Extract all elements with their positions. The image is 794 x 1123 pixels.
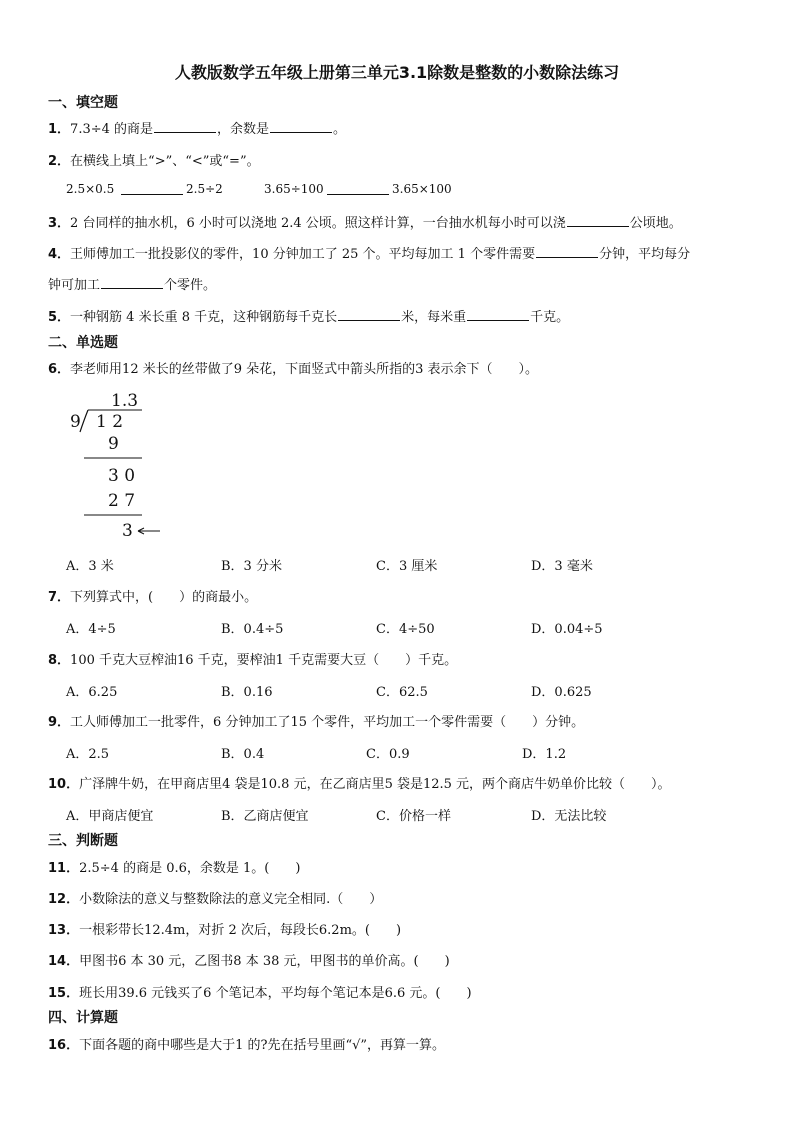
option-b[interactable]: B．0.16 — [221, 685, 273, 700]
division-dividend: 1 2 — [96, 412, 124, 432]
question-number: 11． — [48, 861, 80, 876]
question-text: 一根彩带长12.4m，对折 2 次后，每段长6.2m。( ) — [79, 923, 402, 938]
question-text: 2 台同样的抽水机，6 小时可以浇地 2.4 公顷。照这样计算，一台抽水机每小时可以浇 — [70, 216, 566, 231]
question-7 — [48, 586, 257, 605]
option-c[interactable]: C．0.9 — [366, 747, 410, 762]
division-bracket — [80, 410, 88, 432]
compare-right-2: 3.65×100 — [392, 182, 452, 196]
option-c[interactable]: C．3 厘米 — [376, 559, 438, 574]
question-12 — [48, 888, 382, 907]
question-text: 100 千克大豆榨油16 千克，要榨油1 千克需要大豆（ ）千克。 — [70, 653, 458, 668]
question-16 — [48, 1034, 445, 1053]
question-number: 4． — [48, 247, 71, 262]
question-text: ，余数是 — [217, 122, 270, 137]
option-d[interactable]: D．1.2 — [522, 747, 567, 762]
compare-right-1: 2.5÷2 — [186, 182, 223, 196]
section-heading-fill-blank: 一、填空题 — [48, 95, 118, 111]
option-c[interactable]: C．4÷50 — [376, 622, 435, 637]
division-subtrahend-1: 9 — [108, 434, 119, 454]
question-text: 分钟，平均每分 — [599, 247, 691, 262]
option-c[interactable]: C．价格一样 — [376, 809, 451, 824]
question-number: 1． — [48, 122, 71, 137]
division-subtrahend-2: 2 7 — [108, 491, 136, 511]
question-number: 14． — [48, 954, 80, 969]
question-15 — [48, 982, 472, 1001]
option-a[interactable]: A．甲商店便宜 — [66, 809, 154, 824]
question-number: 13． — [48, 923, 80, 938]
option-d[interactable]: D．0.625 — [531, 685, 592, 700]
section-heading-true-false: 三、判断题 — [48, 833, 118, 849]
question-number: 3． — [48, 216, 71, 231]
option-b[interactable]: B．0.4÷5 — [221, 622, 284, 637]
question-text: 在横线上填上“>”、“<”或“=”。 — [70, 154, 260, 169]
question-number: 2． — [48, 154, 71, 169]
question-text: 公顷地。 — [629, 216, 682, 231]
question-number: 12． — [48, 892, 80, 907]
division-divisor: 9 — [70, 412, 81, 432]
question-text: 王师傅加工一批投影仪的零件，10 分钟加工了 25 个。平均每加工 1 个零件需要 — [70, 247, 536, 262]
question-number: 6． — [48, 362, 71, 377]
option-d[interactable]: D．0.04÷5 — [531, 622, 603, 637]
question-text: 小数除法的意义与整数除法的意义完全相同.（ ） — [79, 892, 383, 907]
question-text: 个零件。 — [164, 278, 217, 293]
question-text: 千克。 — [530, 310, 570, 325]
option-c[interactable]: C．62.5 — [376, 685, 428, 700]
option-a[interactable]: A．2.5 — [66, 747, 110, 762]
question-text: 下列算式中，( ）的商最小。 — [70, 590, 258, 605]
question-number: 10． — [48, 777, 80, 792]
option-b[interactable]: B．乙商店便宜 — [221, 809, 309, 824]
question-text: 广泽牌牛奶，在甲商店里4 袋是10.8 元，在乙商店里5 袋是12.5 元，两个商店牛奶单价比较（ ）。 — [79, 777, 671, 792]
question-13 — [48, 919, 401, 938]
question-10 — [48, 773, 671, 792]
section-heading-single-choice: 二、单选题 — [48, 335, 118, 351]
question-number: 16． — [48, 1038, 80, 1053]
option-d[interactable]: D．无法比较 — [531, 809, 607, 824]
question-text: 李老师用12 米长的丝带做了9 朵花，下面竖式中箭头所指的3 表示余下（ ）。 — [70, 362, 539, 377]
question-text: 一种钢筋 4 米长重 8 千克，这种钢筋每千克长 — [70, 310, 338, 325]
division-remainder-2: 3 — [122, 521, 133, 541]
section-heading-calculation: 四、计算题 — [48, 1010, 118, 1026]
question-text: 7.3÷4 的商是 — [70, 122, 154, 137]
question-number: 5． — [48, 310, 71, 325]
question-8 — [48, 649, 457, 668]
question-text: 工人师傅加工一批零件，6 分钟加工了15 个零件，平均加工一个零件需要（ ）分钟。 — [70, 715, 585, 730]
question-9 — [48, 711, 584, 730]
question-number: 8． — [48, 653, 71, 668]
option-d[interactable]: D．3 毫米 — [531, 559, 593, 574]
option-a[interactable]: A．3 米 — [66, 559, 114, 574]
question-text: 班长用39.6 元钱买了6 个笔记本，平均每个笔记本是6.6 元。( ) — [79, 986, 472, 1001]
option-a[interactable]: A．4÷5 — [66, 622, 116, 637]
compare-left-2: 3.65÷100 — [264, 182, 324, 196]
compare-left-1: 2.5×0.5 — [66, 182, 115, 196]
question-text: 下面各题的商中哪些是大于1 的?先在括号里画“√”，再算一算。 — [79, 1038, 446, 1053]
question-text: 甲图书6 本 30 元，乙图书8 本 38 元，甲图书的单价高。( ) — [79, 954, 450, 969]
question-text: 钟可加工 — [48, 278, 101, 293]
question-text: 米，每米重 — [401, 310, 467, 325]
question-number: 15． — [48, 986, 80, 1001]
option-a[interactable]: A．6.25 — [66, 685, 118, 700]
question-14 — [48, 950, 450, 969]
question-text: 。 — [333, 122, 347, 137]
question-number: 7． — [48, 590, 71, 605]
question-11 — [48, 857, 300, 876]
option-b[interactable]: B．3 分米 — [221, 559, 282, 574]
question-text: 2.5÷4 的商是 0.6，余数是 1。( ) — [79, 861, 301, 876]
page-title: 人教版数学五年级上册第三单元3.1除数是整数的小数除法练习 — [174, 63, 620, 82]
option-b[interactable]: B．0.4 — [221, 747, 265, 762]
question-number: 9． — [48, 715, 71, 730]
division-quotient: 1.3 — [111, 391, 139, 411]
division-remainder-1: 3 0 — [108, 466, 136, 486]
